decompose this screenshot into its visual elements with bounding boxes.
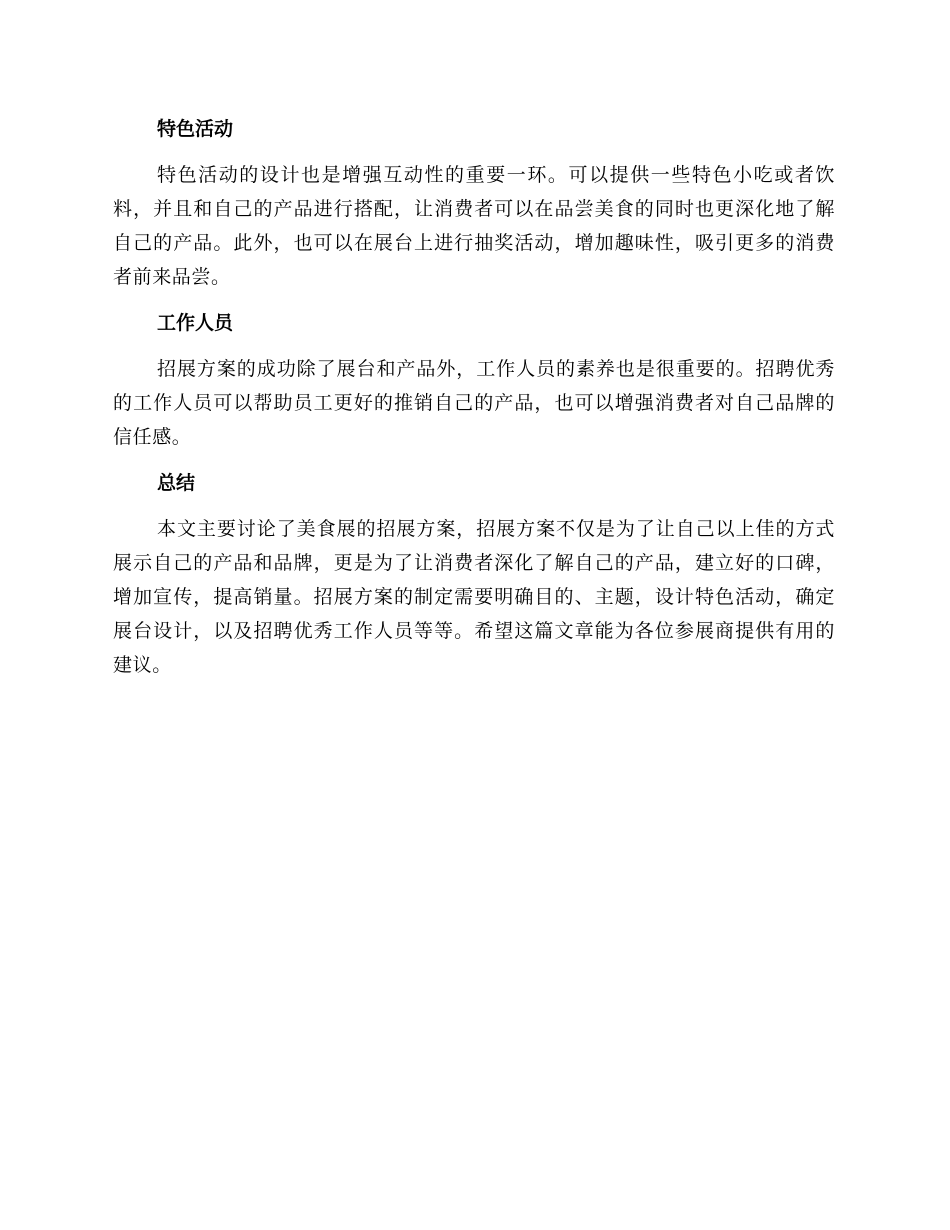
section-staff <box>113 306 835 454</box>
section-paragraph: 特色活动的设计也是增强互动性的重要一环。可以提供一些特色小吃或者饮料，并且和自己的产品进行搭配，让消费者可以在品尝美食的同时也更深化地了解自己的产品。此外，也可以在展台上进行抽奖活动，增加趣味性，吸引更多的消费者前来品尝。 <box>113 164 835 288</box>
section-summary <box>113 466 835 682</box>
section-heading: 工作人员 <box>157 312 234 334</box>
section-paragraph: 招展方案的成功除了展台和产品外，工作人员的素养也是很重要的。招聘优秀的工作人员可以帮助员工更好的推销自己的产品，也可以增强消费者对自己品牌的信任感。 <box>113 358 835 448</box>
section-paragraph: 本文主要讨论了美食展的招展方案，招展方案不仅是为了让自己以上佳的方式展示自己的产品和品牌，更是为了让消费者深化了解自己的产品，建立好的口碑，增加宣传，提高销量。招展方案的制定需要明确目的、主题，设计特色活动，确定展台设计，以及招聘优秀工作人员等等。希望这篇文章能为各位参展商提供有用的建议。 <box>113 518 835 676</box>
section-heading: 总结 <box>157 472 196 494</box>
section-special-activities <box>113 112 835 294</box>
document-page <box>113 112 835 694</box>
section-heading: 特色活动 <box>157 118 234 140</box>
